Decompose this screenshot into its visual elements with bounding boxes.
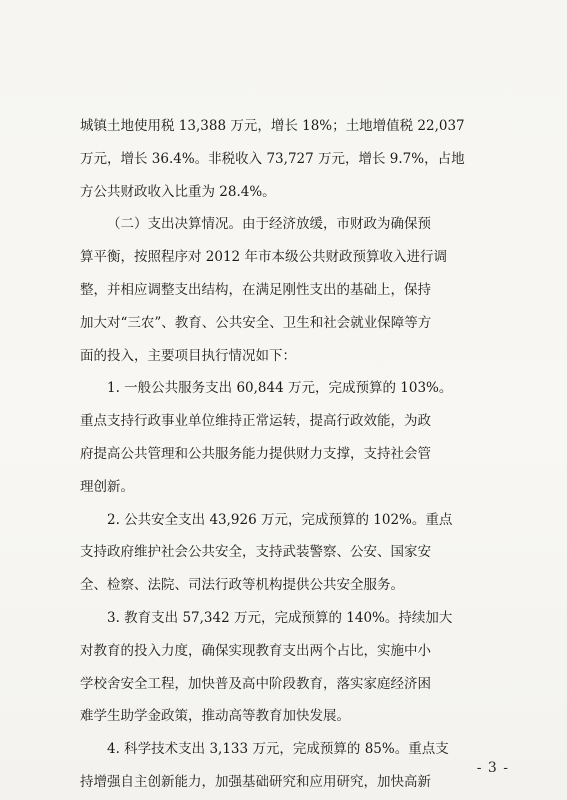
paragraph-tax-revenue (80, 110, 492, 208)
paragraph-line: 万元，增长 36.4%。非税收入 73,727 万元，增长 9.7%，占地 (80, 150, 465, 167)
paragraph-education (80, 602, 492, 733)
paragraph-science-technology (80, 733, 492, 799)
paragraph-line: 1. 一般公共服务支出 60,844 万元，完成预算的 103%。 (107, 380, 453, 397)
paragraph-line: 方公共财政收入比重为 28.4%。 (80, 183, 276, 200)
document-body (80, 110, 492, 799)
paragraph-line: 持增强自主创新能力，加强基础研究和应用研究，加快高新 (80, 773, 431, 790)
paragraph-line: 支持政府维护社会公共安全，支持武装警察、公安、国家安 (80, 544, 431, 561)
paragraph-expenditure-overview (80, 208, 492, 372)
page-number: - 3 - (476, 760, 509, 776)
paragraph-line: 对教育的投入力度，确保实现教育支出两个占比，实施中小 (80, 642, 431, 659)
paragraph-line: 算平衡，按照程序对 2012 年市本级公共财政预算收入进行调 (80, 249, 447, 266)
paragraph-line: 理创新。 (80, 478, 134, 495)
paragraph-line: 4. 科学技术支出 3,133 万元，完成预算的 85%。重点支 (107, 741, 449, 758)
paragraph-general-public-services (80, 372, 492, 503)
paragraph-line: 加大对“三农”、教育、公共安全、卫生和社会就业保障等方 (80, 314, 432, 331)
paragraph-line: 面的投入，主要项目执行情况如下： (80, 347, 296, 364)
paragraph-line: 府提高公共管理和公共服务能力提供财力支撑，支持社会管 (80, 445, 431, 462)
paragraph-line: 3. 教育支出 57,342 万元，完成预算的 140%。持续加大 (107, 609, 453, 626)
paragraph-line: 难学生助学金政策，推动高等教育加快发展。 (80, 708, 350, 725)
paragraph-line: 全、检察、法院、司法行政等机构提供公共安全服务。 (80, 577, 404, 594)
paragraph-line: 城镇土地使用税 13,388 万元，增长 18%；土地增值税 22,037 (80, 118, 465, 134)
paragraph-line: 学校舍安全工程，加快普及高中阶段教育，落实家庭经济困 (80, 675, 431, 692)
paragraph-line: （二）支出决算情况。由于经济放缓，市财政为确保预 (107, 216, 431, 233)
paragraph-line: 整，并相应调整支出结构，在满足刚性支出的基础上，保持 (80, 281, 431, 298)
paragraph-line: 2. 公共安全支出 43,926 万元，完成预算的 102%。重点 (107, 511, 453, 528)
paragraph-public-security (80, 504, 492, 602)
paragraph-line: 重点支持行政事业单位维持正常运转，提高行政效能，为政 (80, 413, 431, 430)
